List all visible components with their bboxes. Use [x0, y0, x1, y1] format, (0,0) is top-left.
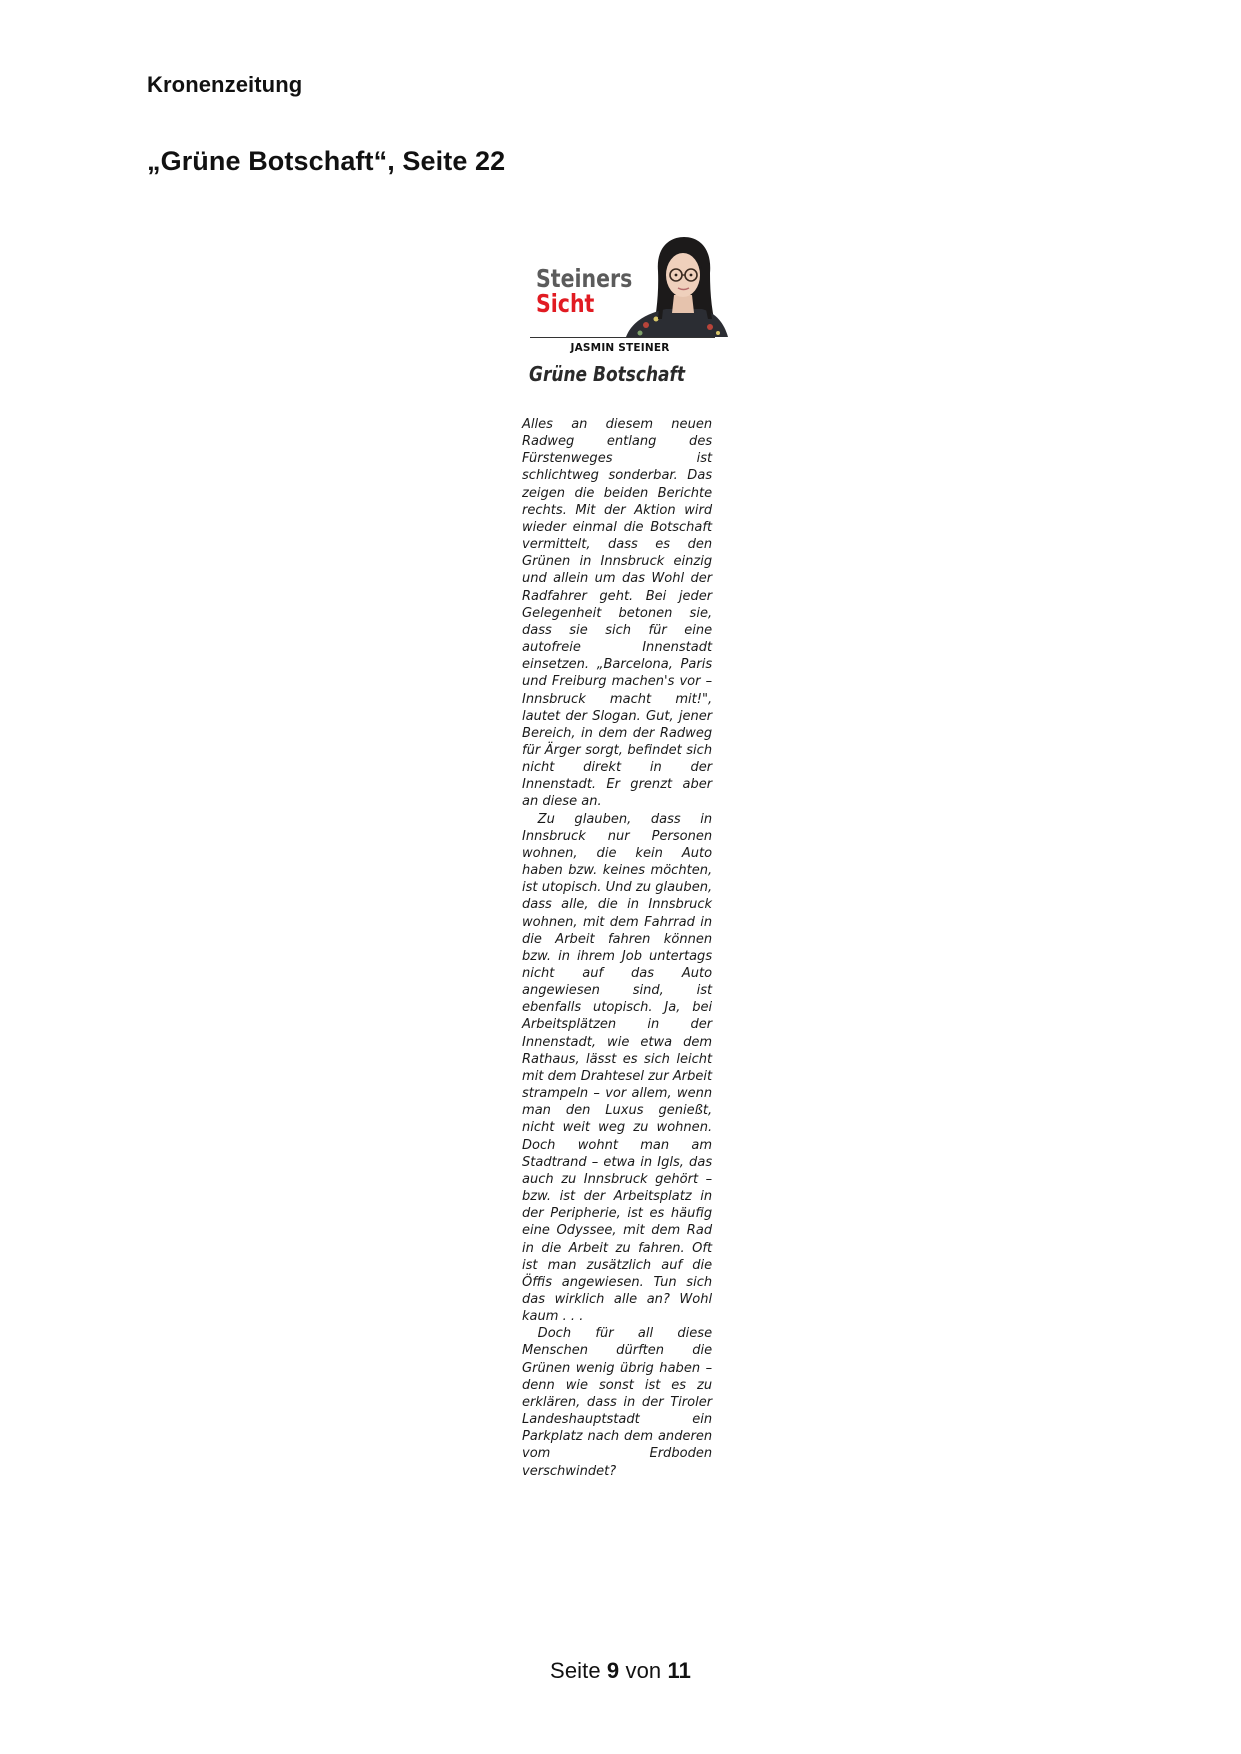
author-portrait: [612, 235, 736, 337]
divider: [530, 337, 715, 338]
document-title: „Grüne Botschaft“, Seite 22: [147, 146, 506, 176]
page-separator: von: [625, 1658, 662, 1683]
article-paragraph: Alles an diesem neuen Radweg entlang des Fürstenweges ist schlichtweg sonderbar. Das zeigen die beiden Berichte rechts. Mit der Aktion wird wieder einmal die Botschaft vermittelt, dass es den Grünen in Innsbruck einzig und allein um das Wohl der Radfahrer geht. Bei jeder Gelegenheit betonen sie, dass sie sich für eine autofreie Innenstadt einsetzen. „Barcelona, Paris und Freiburg machen's vor – Innsbruck macht mit!", lautet der Slogan. Gut, jener Bereich, in dem der Radweg für Ärger sorgt, befindet sich nicht direkt in der Innenstadt. Er grenzt aber an diese an.: [522, 417, 713, 810]
column-name-line1: Steiners: [536, 264, 633, 293]
current-page: 9: [606, 1658, 620, 1683]
page-number: [0, 1658, 1241, 1684]
article-headline: Grüne Botschaft: [529, 362, 686, 386]
source-name: Kronenzeitung: [147, 72, 303, 97]
total-pages: 11: [667, 1658, 691, 1683]
page-label: Seite: [550, 1658, 601, 1683]
article-paragraph: Doch für all diese Menschen dürften die Grünen wenig übrig haben – denn wie sonst ist es zu erklären, dass in der Tiroler Landeshauptstadt ein Parkplatz nach dem anderen vom Erdboden verschwindet?: [522, 1326, 713, 1479]
column-name-line2: Sicht: [536, 289, 595, 318]
article-body: [522, 416, 712, 1480]
article-paragraph: Zu glauben, dass in Innsbruck nur Personen wohnen, die kein Auto haben bzw. keines möchten, ist utopisch. Und zu glauben, dass alle, die in Innsbruck wohnen, mit dem Fahrrad in die Arbeit fahren können bzw. in ihrem Job untertags nicht auf das Auto angewiesen sind, ist ebenfalls utopisch. Ja, bei Arbeitsplätzen in der Innenstadt, wie etwa dem Rathaus, lässt es sich leicht mit dem Drahtesel zur Arbeit strampeln – vor allem, wenn man den Luxus genießt, nicht weit weg zu wohnen. Doch wohnt man am Stadtrand – etwa in Igls, das auch zu Innsbruck gehört – bzw. ist der Arbeitsplatz in der Peripherie, ist es häufig eine Odyssee, mit dem Rad in die Arbeit zu fahren. Oft ist man zusätzlich auf die Öffis angewiesen. Tun sich das wirklich alle an? Wohl kaum . . .: [522, 811, 713, 1325]
newspaper-clipping: [520, 235, 720, 386]
column-masthead: [520, 235, 720, 337]
author-name: JASMIN STEINER: [570, 342, 670, 354]
